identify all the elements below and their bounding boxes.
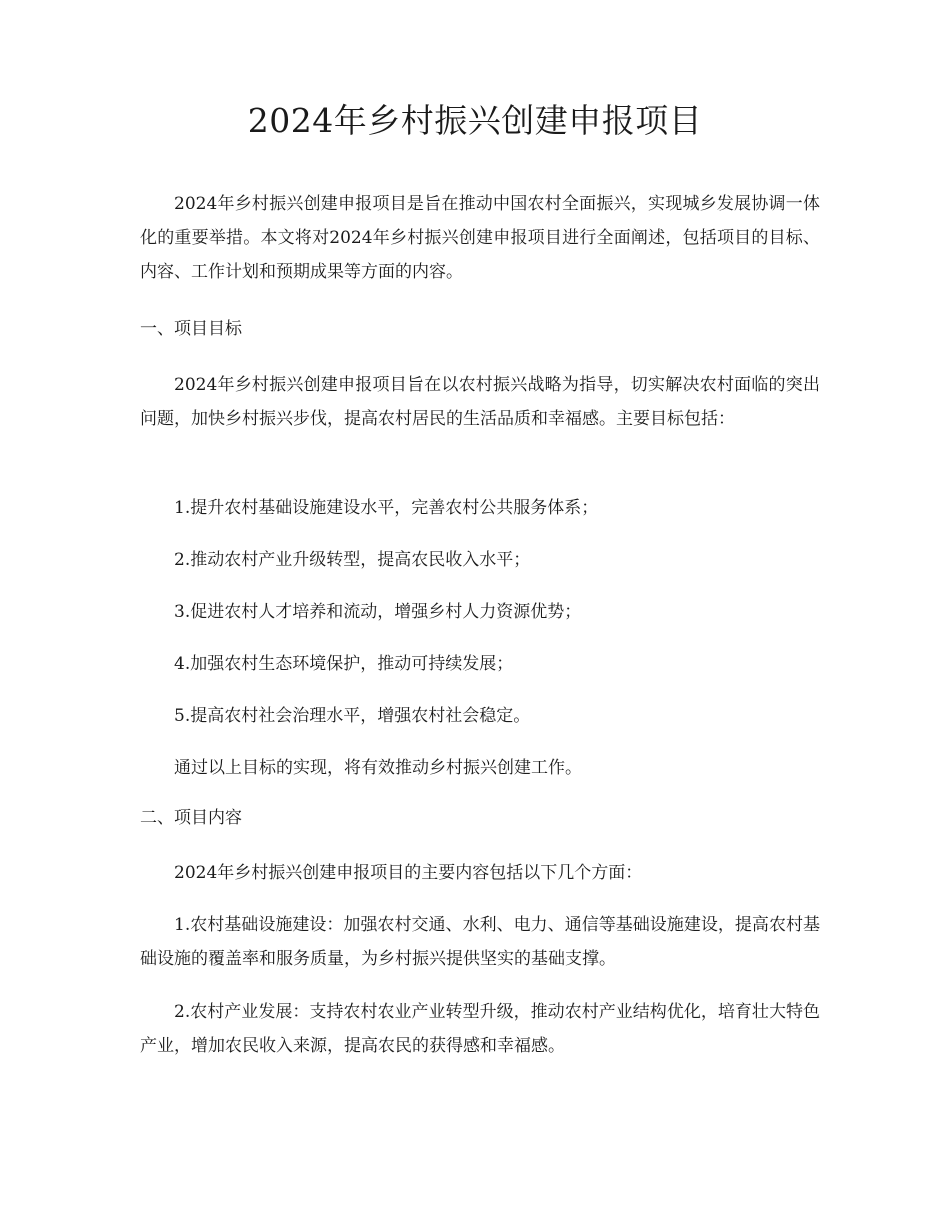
content-item-1: 1.农村基础设施建设：加强农村交通、水利、电力、通信等基础设施建设，提高农村基础设施的覆盖率和服务质量，为乡村振兴提供坚实的基础支撑。: [140, 915, 820, 969]
goal-item-3: 3.促进农村人才培养和流动，增强乡村人力资源优势；: [174, 602, 582, 622]
intro-paragraph: 2024年乡村振兴创建申报项目是旨在推动中国农村全面振兴，实现城乡发展协调一体化的重要举措。本文将对2024年乡村振兴创建申报项目进行全面阐述，包括项目的目标、内容、工作计划和预期成果等方面的内容。: [140, 194, 820, 282]
section-2-lead-paragraph: 2024年乡村振兴创建申报项目的主要内容包括以下几个方面：: [174, 863, 643, 883]
goal-item-4: 4.加强农村生态环境保护，推动可持续发展；: [174, 654, 514, 674]
section-1-closing-paragraph: 通过以上目标的实现，将有效推动乡村振兴创建工作。: [174, 758, 582, 778]
section-1-heading: 一、项目目标: [140, 319, 242, 339]
document-title: 2024年乡村振兴创建申报项目: [247, 101, 703, 140]
goal-item-5: 5.提高农村社会治理水平，增强农村社会稳定。: [174, 706, 531, 726]
content-item-2: 2.农村产业发展：支持农村农业产业转型升级，推动农村产业结构优化，培育壮大特色产业，增加农民收入来源，提高农民的获得感和幸福感。: [140, 1002, 820, 1056]
goal-item-1: 1.提升农村基础设施建设水平，完善农村公共服务体系；: [174, 498, 599, 518]
section-2-heading: 二、项目内容: [140, 808, 242, 828]
goal-item-2: 2.推动农村产业升级转型，提高农民收入水平；: [174, 550, 531, 570]
section-1-lead-paragraph: 2024年乡村振兴创建申报项目旨在以农村振兴战略为指导，切实解决农村面临的突出问题，加快乡村振兴步伐，提高农村居民的生活品质和幸福感。主要目标包括：: [140, 375, 820, 429]
